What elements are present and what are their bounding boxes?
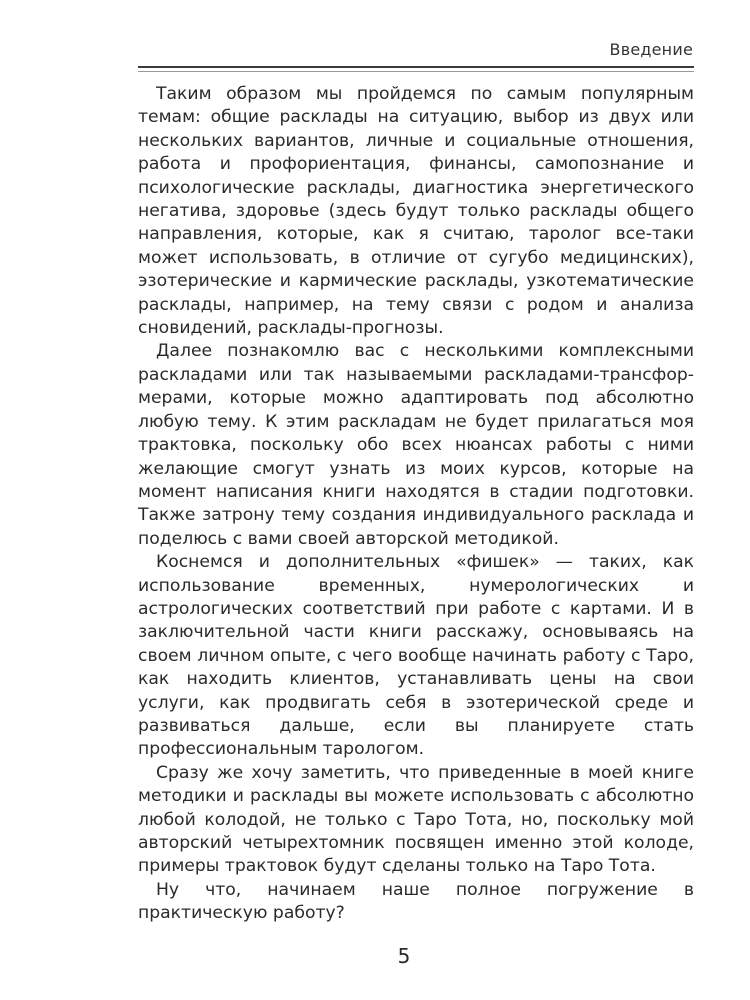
paragraph-4: Сразу же хочу заметить, что приведенные в моей книге методики и расклады вы можете использовать с абсолютно любой колодой, не только с Таро Тота, но, поскольку мой авторский четырехтомник посвящен именно этой колоде, примеры трактовок будут сделаны только на Таро Тота.: [138, 762, 694, 877]
paragraph-1: Таким образом мы пройдемся по самым популярным темам: общие расклады на ситуацию, выбор из двух или нескольких вариантов, личные и социальные отношения, работа и профориентация, финансы, самопознание и психологические расклады, диагностика энергетического негатива, здоровье (здесь будут только расклады общего направления, которые, как я считаю, таролог все-таки может использовать, в отличие от сугубо медицинских), эзотерические и кармические расклады, узкотематические расклады, например, на тему связи с родом и анализа сновидений, расклады-прогнозы.: [138, 84, 694, 339]
page-number: 5: [397, 944, 411, 968]
paragraph-2: Далее познакомлю вас с несколькими комплексными раскладами или так называемыми раскладами-трансформерами, которые можно адаптировать под абсолютно любую тему. К этим раскладам не будет прилагаться моя трактовка, поскольку обо всех нюансах работы с ними желающие смогут узнать из моих курсов, которые на момент написания книги находятся в стадии подготовки. Также затрону тему создания индивидуального расклада и поделюсь с вами своей авторской методикой.: [138, 341, 694, 549]
header-rule-thin: [138, 71, 694, 72]
running-header-section-title: Введение: [609, 40, 693, 59]
header-rule: [138, 66, 694, 68]
paragraph-5: Ну что, начинаем наше полное погружение в практическую работу?: [138, 879, 694, 924]
paragraph-3: Коснемся и дополнительных «фишек» — таких, как использование временных, нумерологических и астрологических соответствий при работе с картами. И в заключительной части книги расскажу, основываясь на своем личном опыте, с чего вообще начинать работу с Таро, как находить клиентов, устанавливать цены на свои услуги, как продвигать себя в эзотерической среде и развиваться дальше, если вы планируете стать профессиональным тарологом.: [138, 552, 694, 760]
body-text: [138, 83, 694, 926]
